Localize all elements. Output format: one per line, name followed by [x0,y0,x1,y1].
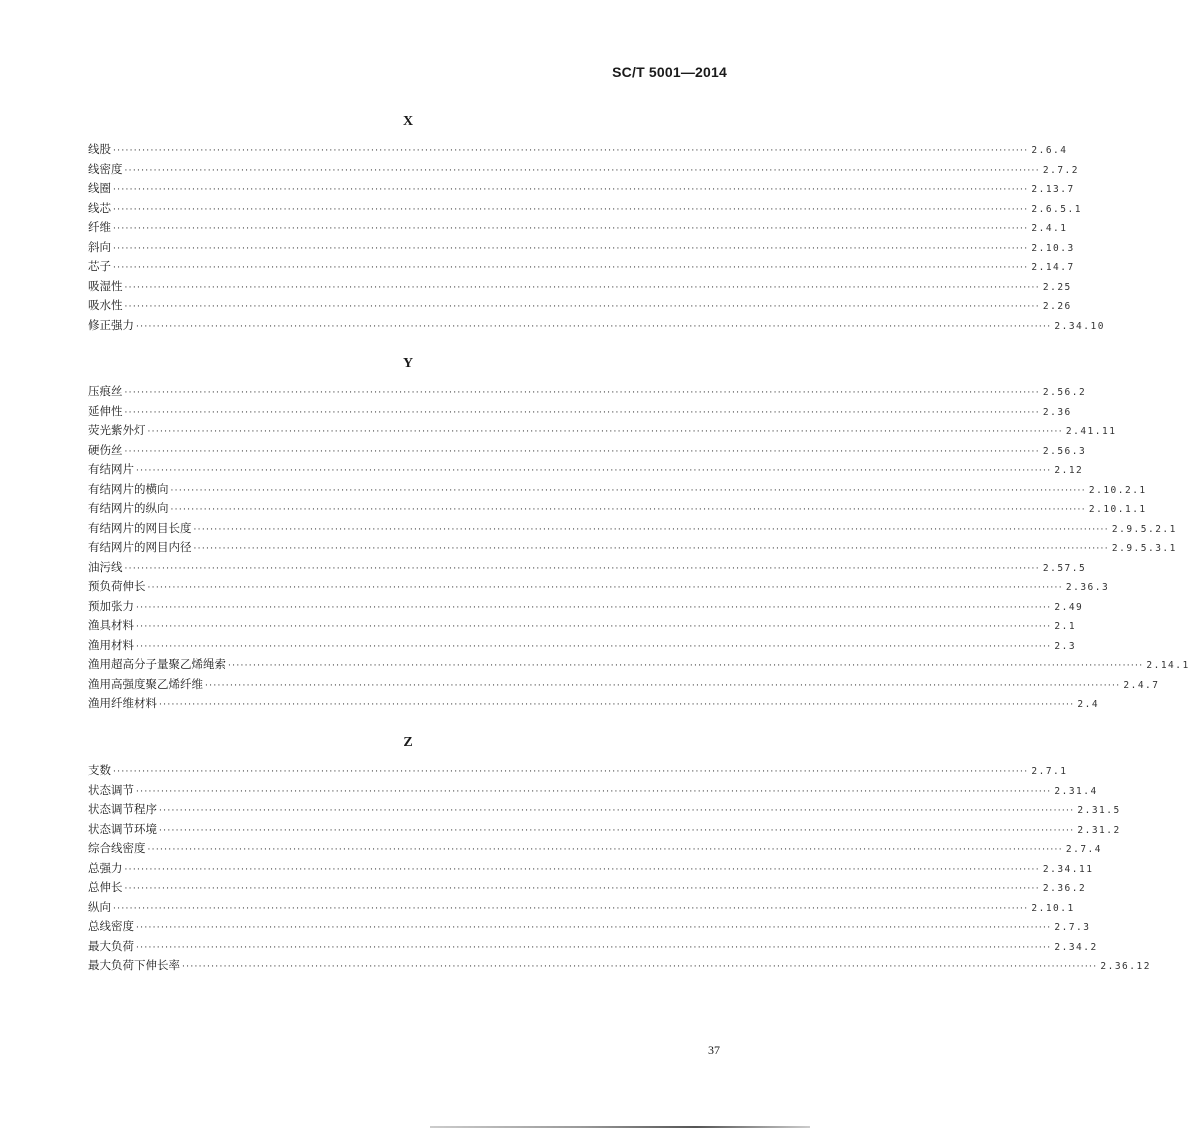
dot-leader: ···························································································································································································································· [136,641,1052,652]
index-term: 吸湿性 [88,278,123,293]
dot-leader: ···························································································································································································································· [113,204,1029,215]
index-entry [88,800,1121,820]
index-term: 支数 [88,763,111,777]
index-entry [88,577,1110,597]
index-term: 总伸长 [88,880,123,894]
clause-number: 2.56.2 [1042,387,1087,398]
dot-leader: ···························································································································································································································· [113,185,1029,195]
index-term: 综合线密度 [88,841,146,855]
clause-number: 2.3 [1054,640,1077,652]
index-term: 渔具材料 [88,618,134,632]
dot-leader: ···························································································································································································································· [113,146,1029,156]
clause-number: 2.4 [1077,699,1100,710]
dot-leader: ···························································································································································································································· [136,942,1052,953]
dot-leader: ···························································································································································································································· [159,806,1075,816]
dot-leader: ···························································································································································································································· [147,427,1063,437]
dot-leader: ···························································································································································································································· [124,302,1040,312]
index-term: 状态调节程序 [88,802,157,816]
clause-number: 2.10.1.1 [1088,504,1147,515]
index-entry [88,839,1102,859]
dot-leader: ···························································································································································································································· [136,602,1052,613]
index-entry [88,316,1105,336]
clause-number: 2.7.3 [1054,922,1091,933]
index-term: 修正强力 [88,317,134,332]
clause-number: 2.34.11 [1042,863,1094,875]
clause-number: 2.34.2 [1054,941,1098,953]
index-term: 有结网片的横向 [88,481,169,496]
clause-number: 2.36.12 [1100,961,1151,972]
dot-leader: ···························································································································································································································· [124,388,1040,398]
index-entry [88,859,1094,879]
index-entry [88,199,1082,219]
index-entry [88,820,1121,840]
index-entry [88,480,1147,500]
clause-number: 2.6.5.1 [1031,203,1082,215]
index-entry [88,179,1075,199]
index-entry [88,956,1151,976]
index-entry [88,781,1098,801]
clause-number: 2.9.5.2.1 [1111,523,1177,535]
dot-leader: ···························································································································································································································· [113,903,1029,914]
index-entry [88,761,1068,781]
dot-leader: ···························································································································································································································· [228,661,1144,671]
clause-number: 2.7.1 [1031,766,1068,777]
clause-number: 2.41.11 [1065,426,1117,437]
scan-edge-artifact [430,1126,810,1128]
index-term: 压痕丝 [88,384,123,398]
index-term: 有结网片的网目内径 [88,540,192,554]
index-entry [88,499,1147,519]
index-term: 纤维 [88,220,111,234]
clause-number: 2.6.4 [1031,145,1068,156]
index-term: 吸水性 [88,298,123,312]
clause-number: 2.4.1 [1031,223,1068,234]
clause-number: 2.26 [1042,301,1072,312]
dot-leader: ···························································································································································································································· [147,845,1063,855]
clause-number: 2.10.3 [1031,242,1075,254]
index-term: 预加张力 [88,598,134,613]
dot-leader: ···························································································································································································································· [136,321,1052,332]
index-section-y [88,354,1190,714]
index-entry [88,402,1072,422]
index-term: 渔用纤维材料 [88,696,157,710]
index-term: 总线密度 [88,919,134,933]
dot-leader: ···························································································································································································································· [113,767,1029,777]
clause-number: 2.31.2 [1077,824,1121,836]
clause-number: 2.31.5 [1077,805,1121,816]
index-entry [88,421,1117,441]
section-letter: Y [402,356,414,371]
index-section-x [88,112,1105,335]
index-entry [88,277,1072,297]
dot-leader: ···························································································································································································································· [159,825,1075,836]
index-term: 线股 [88,142,111,156]
index-entry [88,917,1091,937]
page-number: 37 [708,1043,720,1057]
index-term: 线圈 [88,181,111,195]
index-term: 线密度 [88,161,123,176]
index-term: 渔用材料 [88,637,134,652]
index-entry [88,597,1084,617]
index-term: 最大负荷下伸长率 [88,958,180,972]
dot-leader: ···························································································································································································································· [159,700,1075,710]
index-term: 有结网片的纵向 [88,501,169,515]
clause-number: 2.9.5.3.1 [1111,543,1177,554]
clause-number: 2.7.2 [1042,164,1079,176]
index-term: 斜向 [88,239,111,254]
index-entry [88,238,1075,258]
index-term: 线芯 [88,200,111,215]
index-entry [88,519,1177,539]
dot-leader: ···························································································································································································································· [170,485,1086,496]
index-entry [88,675,1160,695]
index-entry [88,694,1100,714]
index-term: 纵向 [88,899,111,914]
index-term: 有结网片 [88,462,134,476]
index-entry [88,937,1098,957]
entry-list [88,382,1190,714]
index-entry [88,878,1087,898]
index-term: 油污线 [88,559,123,574]
dot-leader: ···························································································································································································································· [205,680,1121,691]
index-entry [88,160,1079,180]
index-term: 芯子 [88,259,111,273]
dot-leader: ···························································································································································································································· [193,524,1109,535]
index-section-z [88,733,1151,976]
dot-leader: ···························································································································································································································· [113,224,1029,234]
clause-number: 2.36.2 [1042,883,1087,894]
index-term: 有结网片的网目长度 [88,520,192,535]
index-term: 渔用高强度聚乙烯纤维 [88,676,203,691]
index-term: 总强力 [88,860,123,875]
dot-leader: ···························································································································································································································· [124,884,1040,894]
index-term: 最大负荷 [88,938,134,953]
clause-number: 2.13.7 [1031,184,1075,195]
dot-leader: ···························································································································································································································· [136,786,1052,797]
dot-leader: ···························································································································································································································· [124,864,1040,875]
clause-number: 2.36 [1042,406,1072,418]
clause-number: 2.14.7 [1031,262,1075,273]
index-term: 荧光紫外灯 [88,423,146,437]
index-term: 状态调节 [88,782,134,797]
clause-number: 2.31.4 [1054,785,1098,797]
dot-leader: ···························································································································································································································· [113,243,1029,254]
index-entry [88,558,1087,578]
clause-number: 2.49 [1054,601,1084,613]
dot-leader: ···························································································································································································································· [136,923,1052,933]
index-entry [88,382,1087,402]
clause-number: 2.36.3 [1065,582,1110,593]
index-entry [88,296,1072,316]
entry-list [88,140,1105,335]
dot-leader: ···························································································································································································································· [124,165,1040,176]
dot-leader: ···························································································································································································································· [147,583,1063,593]
clause-number: 2.56.3 [1042,445,1087,457]
section-letter: X [402,114,414,129]
index-term: 预负荷伸长 [88,579,146,593]
clause-number: 2.10.2.1 [1088,484,1147,496]
index-term: 渔用超高分子量聚乙烯绳索 [88,657,226,671]
index-entry [88,616,1077,636]
index-term: 状态调节环境 [88,821,157,836]
index-term: 延伸性 [88,403,123,418]
dot-leader: ···························································································································································································································· [124,563,1040,574]
dot-leader: ···························································································································································································································· [124,446,1040,457]
clause-number: 2.1 [1054,621,1077,632]
dot-leader: ···························································································································································································································· [124,407,1040,418]
clause-number: 2.12 [1054,465,1084,476]
index-entry [88,460,1084,480]
clause-number: 2.4.7 [1123,679,1160,691]
clause-number: 2.34.10 [1054,320,1105,332]
index-entry [88,636,1077,656]
index-entry [88,218,1068,238]
dot-leader: ···························································································································································································································· [136,466,1052,476]
clause-number: 2.7.4 [1065,844,1102,855]
dot-leader: ···························································································································································································································· [193,544,1109,554]
index-entry [88,140,1068,160]
document-code: SC/T 5001—2014 [612,64,727,80]
clause-number: 2.25 [1042,281,1072,293]
index-term: 硬伤丝 [88,442,123,457]
clause-number: 2.57.5 [1042,562,1087,574]
clause-number: 2.10.1 [1031,902,1075,914]
dot-leader: ···························································································································································································································· [170,505,1086,515]
index-entry [88,257,1075,277]
index-entry [88,655,1190,675]
entry-list [88,761,1151,976]
dot-leader: ···························································································································································································································· [182,962,1098,972]
index-entry [88,441,1087,461]
dot-leader: ···························································································································································································································· [136,622,1052,632]
clause-number: 2.14.1 [1146,660,1190,671]
section-letter: Z [403,735,413,750]
dot-leader: ···························································································································································································································· [124,282,1040,293]
dot-leader: ···························································································································································································································· [113,263,1029,273]
index-entry [88,898,1075,918]
index-entry [88,538,1177,558]
